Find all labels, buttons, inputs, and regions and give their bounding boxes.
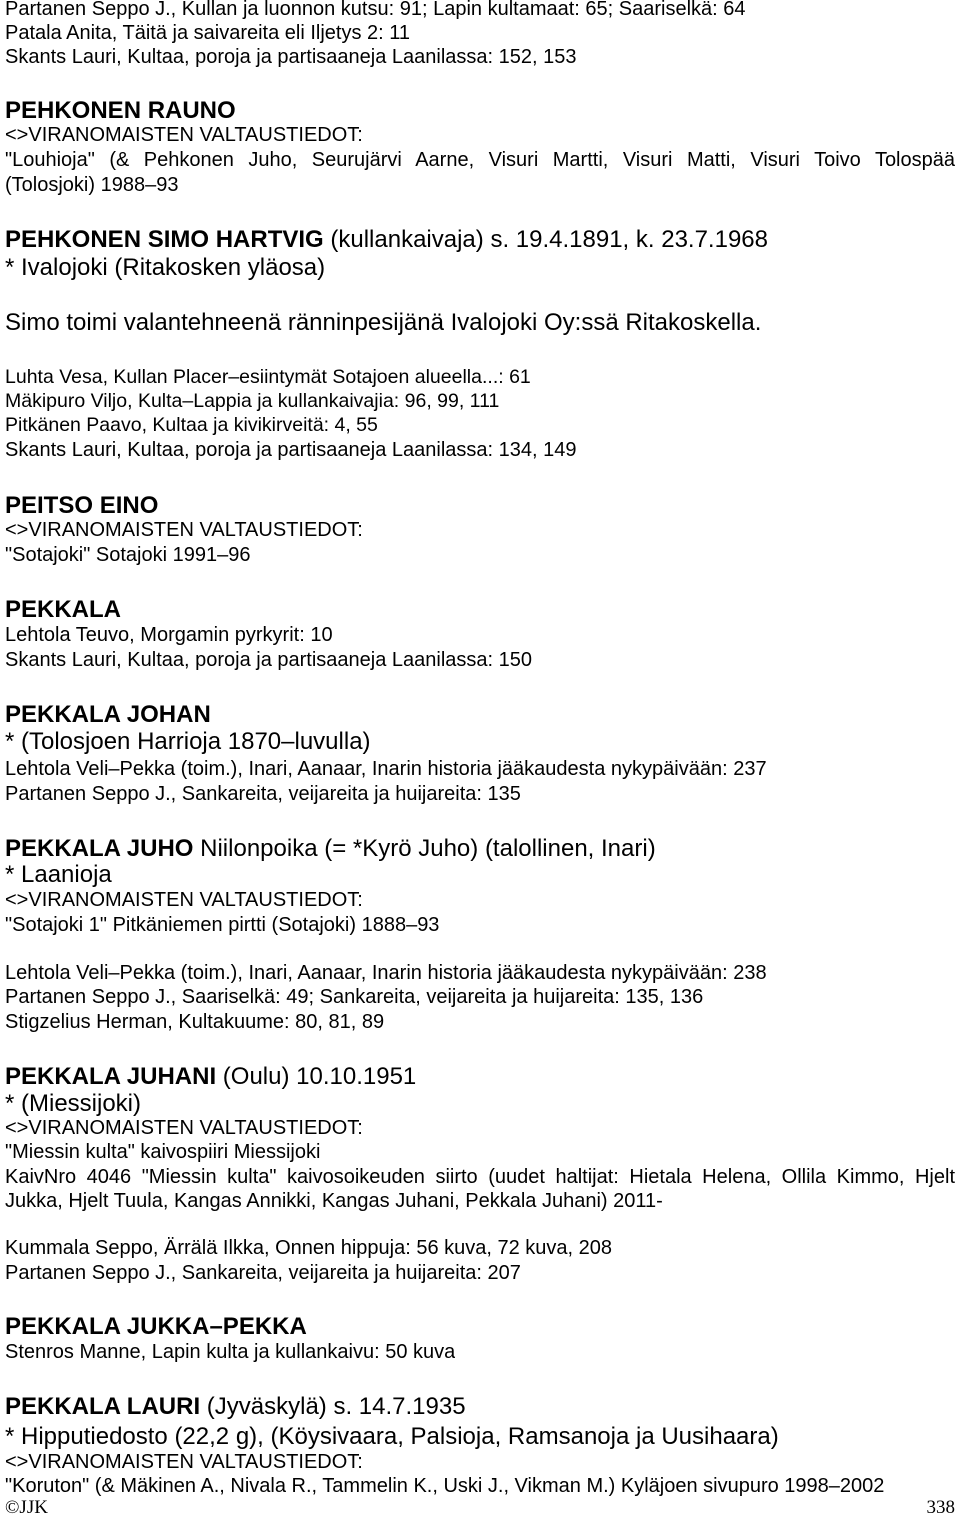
entry-heading: [5, 1313, 307, 1341]
reference-line: Luhta Vesa, Kullan Placer–esiintymät Sotajoen alueella...: 61: [5, 366, 531, 388]
claim-line: "Louhioja" (& Pehkonen Juho, Seurujärvi Aarne, Visuri Martti, Visuri Matti, Visuri Toivo Tolospää: [5, 149, 955, 171]
entry-name: PEHKONEN RAUNO: [5, 97, 236, 124]
page-number: 338: [926, 1497, 955, 1518]
entry-name: PEHKONEN SIMO HARTVIG: [5, 226, 324, 253]
copyright: ©JJK: [5, 1497, 48, 1518]
entry-heading: [5, 226, 768, 254]
note-line: Simo toimi valantehneenä ränninpesijänä Ivalojoki Oy:ssä Ritakoskella.: [5, 309, 762, 336]
place-line: * Hipputiedosto (22,2 g), (Köysivaara, Palsioja, Ramsanoja ja Uusihaara): [5, 1423, 779, 1450]
entry-name-detail: (Jyväskylä) s. 14.7.1935: [200, 1393, 466, 1420]
place-line: * (Tolosjoen Harrioja 1870–luvulla): [5, 728, 371, 755]
entry-heading: [5, 835, 656, 863]
entry-name-detail: (Oulu) 10.10.1951: [216, 1063, 417, 1090]
claim-line: "Miessin kulta" kaivospiiri Miessijoki: [5, 1141, 321, 1163]
reference-line: Partanen Seppo J., Sankareita, veijareita ja huijareita: 135: [5, 783, 521, 805]
entry-heading: [5, 1393, 466, 1421]
entry-name: PEKKALA LAURI: [5, 1393, 201, 1420]
claim-line: Jukka, Hjelt Tuula, Kangas Annikki, Kangas Juhani, Pekkala Juhani) 2011-: [5, 1190, 663, 1212]
entry-name: PEITSO EINO: [5, 492, 159, 519]
reference-line: Pitkänen Paavo, Kultaa ja kivikirveitä: 4, 55: [5, 414, 378, 436]
reference-line: Skants Lauri, Kultaa, poroja ja partisaaneja Laanilassa: 134, 149: [5, 439, 577, 461]
reference-line: Mäkipuro Viljo, Kulta–Lappia ja kullankaivajia: 96, 99, 111: [5, 390, 500, 412]
reference-line: Partanen Seppo J., Saariselkä: 49; Sankareita, veijareita ja huijareita: 135, 136: [5, 986, 704, 1008]
page-footer: [5, 1498, 955, 1518]
reference-line: Skants Lauri, Kultaa, poroja ja partisaaneja Laanilassa: 152, 153: [5, 46, 577, 68]
claim-line: (Tolosjoki) 1988–93: [5, 174, 179, 196]
entry-heading: [5, 701, 211, 729]
entry-name: PEKKALA JOHAN: [5, 701, 211, 728]
reference-line: Patala Anita, Täitä ja saivareita eli Iljetys 2: 11: [5, 22, 411, 44]
reference-line: Kummala Seppo, Ärrälä Ilkka, Onnen hippuja: 56 kuva, 72 kuva, 208: [5, 1237, 613, 1259]
claim-line: "Sotajoki" Sotajoki 1991–96: [5, 544, 251, 566]
place-line: * Ivalojoki (Ritakosken yläosa): [5, 254, 326, 281]
entry-name: PEKKALA JUHO: [5, 835, 194, 862]
reference-line: Stenros Manne, Lapin kulta ja kullankaivu: 50 kuva: [5, 1341, 456, 1363]
reference-line: Lehtola Veli–Pekka (toim.), Inari, Aanaar, Inarin historia jääkaudesta nykypäivään: 237: [5, 758, 767, 780]
claims-label: <>VIRANOMAISTEN VALTAUSTIEDOT:: [5, 1117, 363, 1139]
entry-name: PEKKALA: [5, 596, 122, 623]
reference-line: Stigzelius Herman, Kultakuume: 80, 81, 89: [5, 1011, 385, 1033]
entry-heading: [5, 596, 121, 624]
entry-heading: [5, 1063, 416, 1091]
claim-line: KaivNro 4046 "Miessin kulta" kaivosoikeuden siirto (uudet haltijat: Hietala Helena, Ollila Kimmo, Hjelt: [5, 1166, 955, 1188]
entry-heading: [5, 97, 236, 125]
reference-line: Lehtola Teuvo, Morgamin pyrkyrit: 10: [5, 624, 333, 646]
place-line: * (Miessijoki): [5, 1090, 142, 1117]
entry-name: PEKKALA JUKKA–PEKKA: [5, 1313, 307, 1340]
claims-label: <>VIRANOMAISTEN VALTAUSTIEDOT:: [5, 124, 363, 146]
claims-label: <>VIRANOMAISTEN VALTAUSTIEDOT:: [5, 519, 363, 541]
reference-line: Skants Lauri, Kultaa, poroja ja partisaaneja Laanilassa: 150: [5, 649, 533, 671]
claims-label: <>VIRANOMAISTEN VALTAUSTIEDOT:: [5, 1451, 363, 1473]
claim-line: "Sotajoki 1" Pitkäniemen pirtti (Sotajoki) 1888–93: [5, 914, 440, 936]
reference-line: Partanen Seppo J., Kullan ja luonnon kutsu: 91; Lapin kultamaat: 65; Saariselkä: 64: [5, 0, 746, 20]
claim-line: "Koruton" (& Mäkinen A., Nivala R., Tammelin K., Uski J., Vikman M.) Kyläjoen sivupuro 1998–2002: [5, 1475, 885, 1497]
entry-name-detail: (kullankaivaja) s. 19.4.1891, k. 23.7.1968: [323, 226, 768, 253]
entry-name: PEKKALA JUHANI: [5, 1063, 217, 1090]
claims-label: <>VIRANOMAISTEN VALTAUSTIEDOT:: [5, 889, 363, 911]
reference-line: Lehtola Veli–Pekka (toim.), Inari, Aanaar, Inarin historia jääkaudesta nykypäivään: 238: [5, 962, 767, 984]
place-line: * Laanioja: [5, 861, 112, 888]
entry-heading: [5, 492, 158, 520]
reference-line: Partanen Seppo J., Sankareita, veijareita ja huijareita: 207: [5, 1262, 521, 1284]
entry-name-detail: Niilonpoika (= *Kyrö Juho) (talollinen, Inari): [193, 835, 656, 862]
